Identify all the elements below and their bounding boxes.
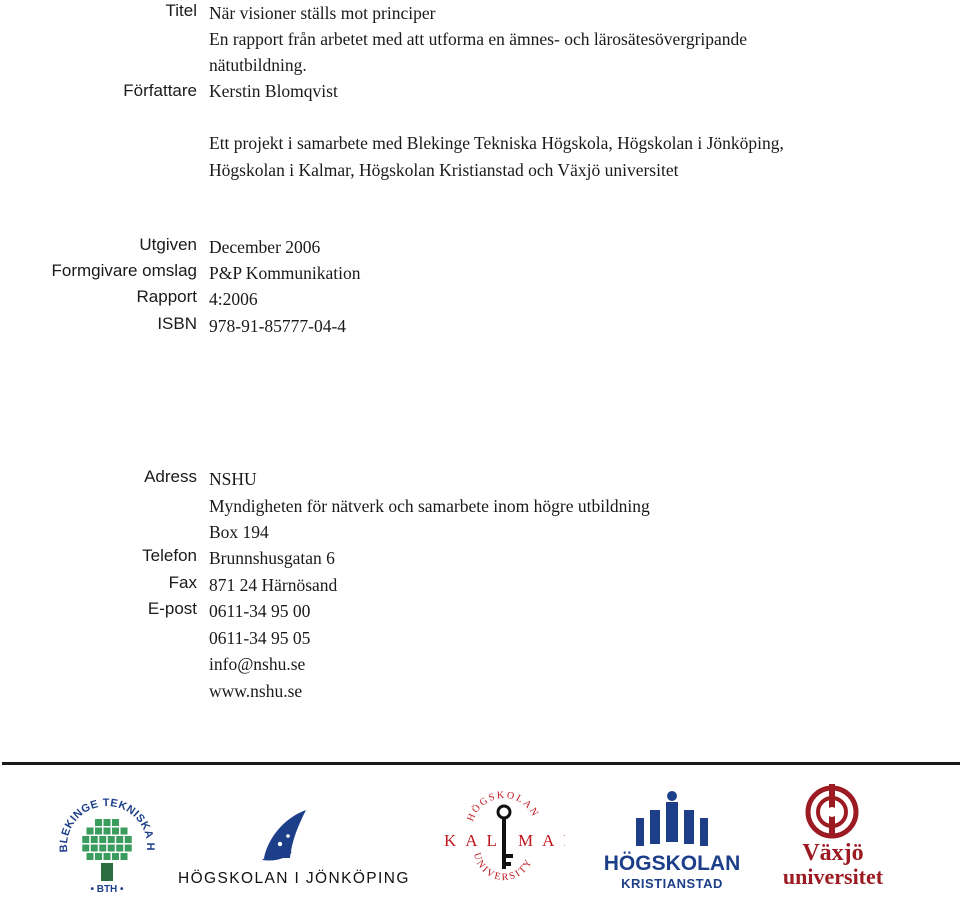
project-line: Ett projekt i samarbete med Blekinge Tekniska Högskola, Högskolan i Jönköping, [209,133,784,153]
report-number: 4:2006 [209,289,258,309]
published-date: December 2006 [209,237,321,257]
contact-line: 0611-34 95 05 [209,628,311,648]
leaf-tile [125,845,132,852]
cover-designer-label: Formgivare omslag [51,261,197,280]
bth-logo [54,795,160,895]
phone-label: Telefon [142,546,197,565]
vaxjo-emblem-icon [768,782,898,840]
svg-text:HÖGSKOLAN: HÖGSKOLAN [465,789,542,824]
svg-text:MAR: MA [518,831,564,850]
leaf-tile [112,853,119,860]
contact-line: Myndigheten för nätverk och samarbete inom högre utbildning [209,496,650,516]
leaf-tile [104,853,111,860]
project-line: Högskolan i Kalmar, Högskolan Kristianstad och Växjö universitet [209,160,679,180]
contact-line: www.nshu.se [209,681,303,701]
leaf-tile [87,853,94,860]
divider-rule [2,762,960,765]
email-label: E-post [147,599,197,618]
author-name: Kerstin Blomqvist [209,81,338,101]
contact-line: Brunnshusgatan 6 [209,548,335,568]
leaf-tile [125,836,132,843]
leaf-tile [99,845,106,852]
leaf-tile [82,845,89,852]
leaf-tile [99,836,106,843]
vaxjo-subtitle: universitet [782,864,884,889]
title-line: En rapport från arbetet med att utforma en ämnes- och lärosätesövergripande [209,29,748,49]
title-label: Titel [165,1,197,20]
fax-label: Fax [168,573,197,592]
title-line: När visioner ställs mot principer [209,3,436,23]
kristianstad-subtitle: KRISTIANSTAD [621,876,723,891]
contact-line: info@nshu.se [209,654,306,674]
published-label: Utgiven [139,235,197,254]
report-label: Rapport [136,287,197,306]
leaf-tile [108,845,115,852]
leaf-tile [104,828,111,835]
jonkoping-logo [176,808,412,888]
leaf-tile [121,853,128,860]
svg-text:• BTH •: • BTH • [90,884,124,895]
title-line: nätutbildning. [209,55,307,75]
leaf-tile [95,853,102,860]
leaf-tile [112,828,119,835]
address-label: Adress [144,467,197,486]
contact-line: NSHU [209,469,257,489]
svg-text:BLEKINGE TEKNISKA HÖGSKOLA: BLEKINGE TEKNISKA H [57,797,157,853]
leaf-tile [121,828,128,835]
leaf-tile [104,819,111,826]
leaf-tile [87,828,94,835]
contact-line: 0611-34 95 00 [209,601,311,621]
isbn-number: 978-91-85777-04-4 [209,316,347,336]
leaf-tile [112,819,119,826]
kristianstad-logo [600,790,744,895]
leaf-tile [91,836,98,843]
leaf-tile [116,845,123,852]
leaf-tile [91,845,98,852]
svg-text:KAL: KAL [444,831,506,850]
vaxjo-logo [768,782,898,892]
leaf-tile [95,819,102,826]
cover-designer: P&P Kommunikation [209,263,361,283]
svg-text:UNIVERSITY: UNIVERSITY [471,851,536,884]
vaxjo-wordmark: Växjö [802,840,864,866]
kristianstad-wordmark: HÖGSKOLAN [603,852,741,875]
leaf-tile [116,836,123,843]
kristianstad-emblem-icon [600,790,744,850]
kalmar-logo [440,788,565,888]
jonkoping-wordmark: HÖGSKOLAN I JÖNKÖPING [178,870,410,887]
author-label: Författare [123,81,197,100]
leaf-tile [82,836,89,843]
leaf-tile [108,836,115,843]
contact-line: Box 194 [209,522,269,542]
tree-icon [82,819,132,860]
contact-line: 871 24 Härnösand [209,575,338,595]
leaf-tile [95,828,102,835]
isbn-label: ISBN [157,314,197,333]
